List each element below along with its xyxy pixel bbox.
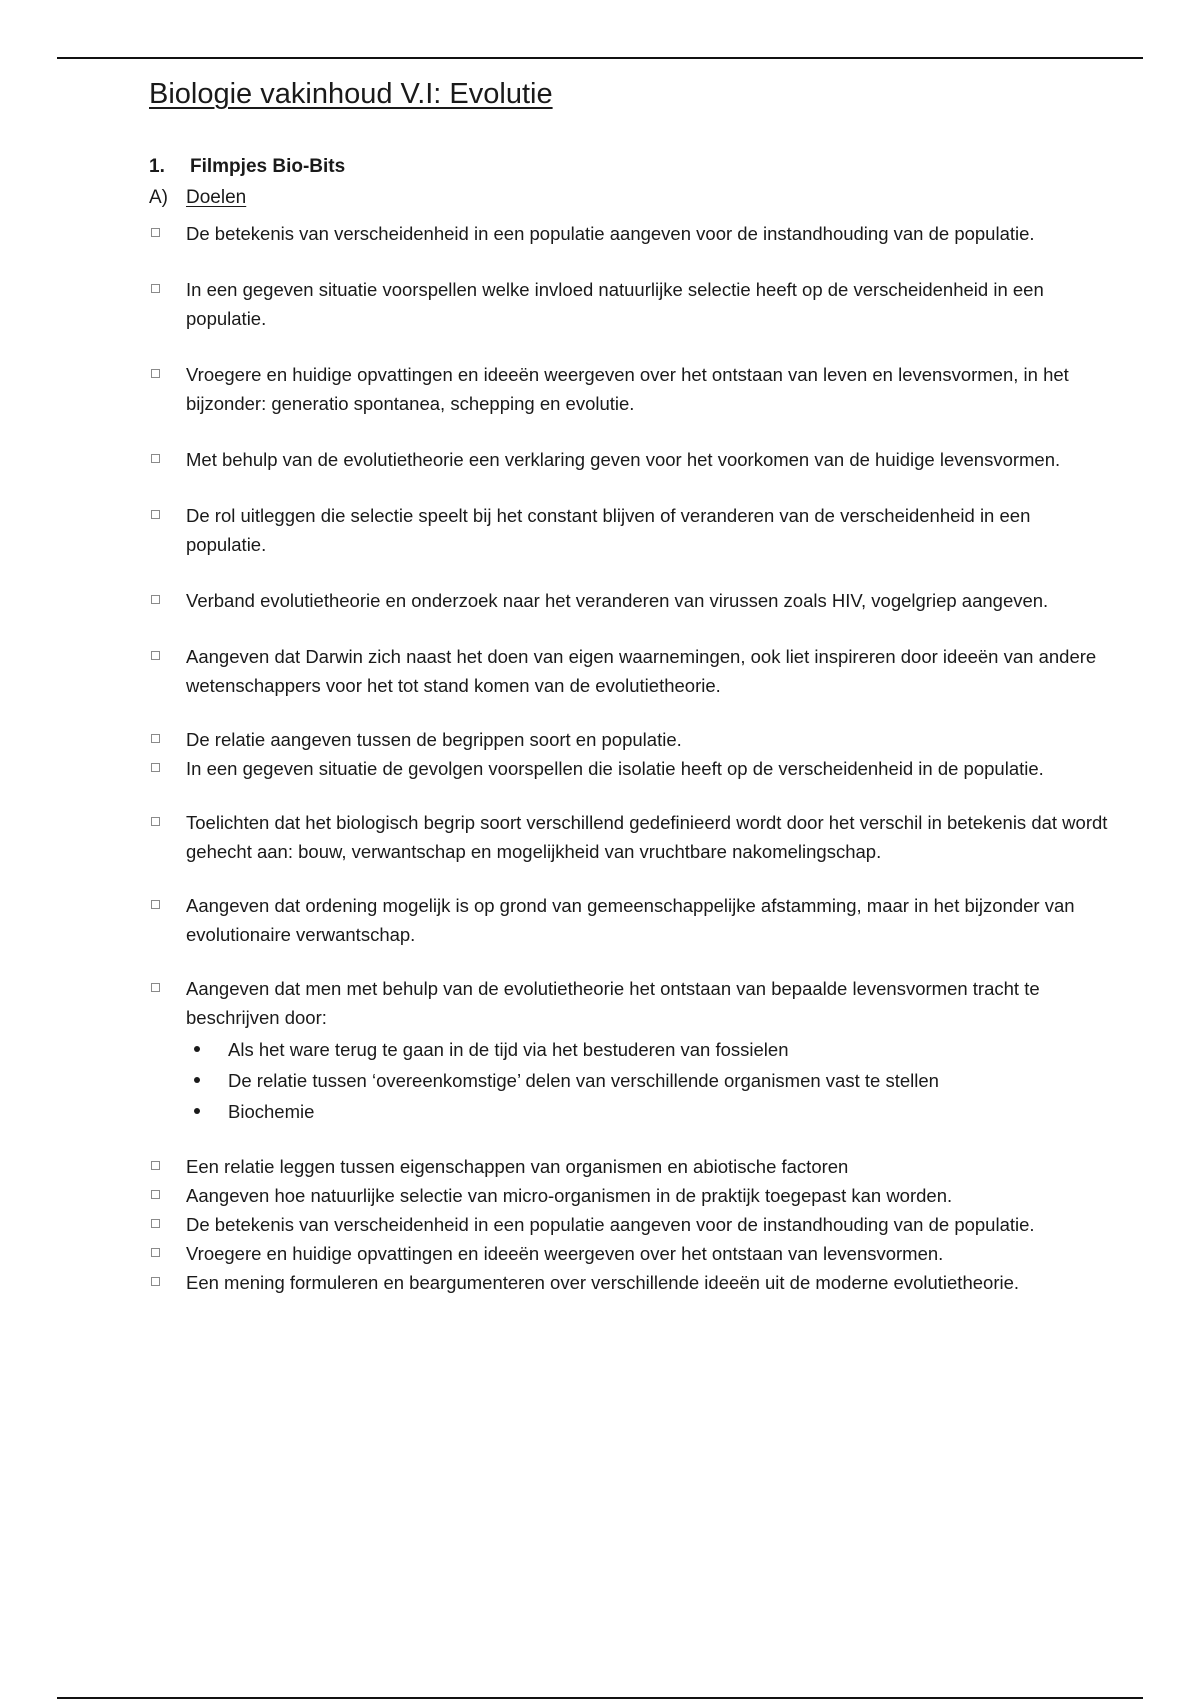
bullet-icon xyxy=(194,1108,200,1114)
checkbox-icon xyxy=(151,734,160,743)
goal-item xyxy=(149,501,1109,559)
checkbox-icon xyxy=(151,1277,160,1286)
goal-item xyxy=(149,974,1109,1127)
goal-item xyxy=(149,275,1109,333)
goal-text: Toelichten dat het biologisch begrip soort verschillend gedefinieerd wordt door het verschil in betekenis dat wordt gehecht aan: bouw, verwantschap en mogelijkheid van vruchtbare nakomelingschap. xyxy=(186,812,1108,862)
goal-text: In een gegeven situatie voorspellen welke invloed natuurlijke selectie heeft op de verscheidenheid in een populatie. xyxy=(186,279,1044,329)
goal-item xyxy=(149,891,1109,949)
checkbox-icon xyxy=(151,817,160,826)
top-rule xyxy=(57,57,1143,59)
bullet-icon xyxy=(194,1046,200,1052)
subsection-letter: A) xyxy=(149,187,168,208)
checkbox-icon xyxy=(151,510,160,519)
checkbox-icon xyxy=(151,983,160,992)
goal-text: Vroegere en huidige opvattingen en ideeën weergeven over het ontstaan van levensvormen. xyxy=(186,1243,944,1264)
checkbox-icon xyxy=(151,1248,160,1257)
goal-item xyxy=(149,219,1109,248)
goal-item xyxy=(149,754,1109,783)
checkbox-icon xyxy=(151,369,160,378)
sub-bullet-item xyxy=(186,1065,1109,1096)
sub-bullet-text: Als het ware terug te gaan in de tijd via het bestuderen van fossielen xyxy=(228,1039,789,1060)
goal-item xyxy=(149,1210,1109,1239)
goal-text: Vroegere en huidige opvattingen en ideeën weergeven over het ontstaan van leven en levensvormen, in het bijzonder: generatio spontanea, schepping en evolutie. xyxy=(186,364,1069,414)
section-number: 1. xyxy=(149,156,165,177)
goal-text: Verband evolutietheorie en onderzoek naar het veranderen van virussen zoals HIV, vogelgriep aangeven. xyxy=(186,590,1049,611)
section-title: Filmpjes Bio-Bits xyxy=(190,156,346,177)
goal-item xyxy=(149,1239,1109,1268)
goal-item xyxy=(149,1268,1109,1297)
checkbox-icon xyxy=(151,651,160,660)
subsection-title: Doelen xyxy=(186,187,247,208)
sub-bullet-item xyxy=(186,1096,1109,1127)
document-page xyxy=(149,74,1109,1297)
document-title: Biologie vakinhoud V.I: Evolutie xyxy=(149,78,553,110)
goal-text: De betekenis van verscheidenheid in een populatie aangeven voor de instandhouding van de populatie. xyxy=(186,223,1035,244)
subsection-heading xyxy=(149,185,1109,219)
goal-text: Met behulp van de evolutietheorie een verklaring geven voor het voorkomen van de huidige levensvormen. xyxy=(186,449,1061,470)
checkbox-icon xyxy=(151,228,160,237)
bullet-icon xyxy=(194,1077,200,1083)
goal-item xyxy=(149,586,1109,615)
section-heading xyxy=(149,154,1109,185)
goal-text: De betekenis van verscheidenheid in een populatie aangeven voor de instandhouding van de populatie. xyxy=(186,1214,1035,1235)
checkbox-icon xyxy=(151,454,160,463)
goal-text: De rol uitleggen die selectie speelt bij het constant blijven of veranderen van de verscheidenheid in een populatie. xyxy=(186,505,1031,555)
sub-bullet-item xyxy=(186,1034,1109,1065)
checkbox-icon xyxy=(151,763,160,772)
checkbox-icon xyxy=(151,1190,160,1199)
checkbox-icon xyxy=(151,284,160,293)
checkbox-icon xyxy=(151,1219,160,1228)
goal-item xyxy=(149,445,1109,474)
goals-list xyxy=(149,219,1109,1297)
goal-item xyxy=(149,1181,1109,1210)
goal-item xyxy=(149,725,1109,754)
checkbox-icon xyxy=(151,595,160,604)
goal-item xyxy=(149,808,1109,866)
goal-item xyxy=(149,642,1109,700)
goal-text: Aangeven dat Darwin zich naast het doen van eigen waarnemingen, ook liet inspireren door ideeën van andere wetenschappers voor het tot stand komen van de evolutietheorie. xyxy=(186,646,1097,696)
goal-item xyxy=(149,360,1109,418)
sub-bullet-text: Biochemie xyxy=(228,1101,315,1122)
goal-text: Aangeven dat ordening mogelijk is op grond van gemeenschappelijke afstamming, maar in het bijzonder van evolutionaire verwantschap. xyxy=(186,895,1075,945)
goal-text: Aangeven hoe natuurlijke selectie van micro-organismen in de praktijk toegepast kan worden. xyxy=(186,1185,953,1206)
goal-item xyxy=(149,1152,1109,1181)
checkbox-icon xyxy=(151,1161,160,1170)
goal-text: Een relatie leggen tussen eigenschappen van organismen en abiotische factoren xyxy=(186,1156,849,1177)
goal-text: De relatie aangeven tussen de begrippen soort en populatie. xyxy=(186,729,682,750)
checkbox-icon xyxy=(151,900,160,909)
sub-bullet-list xyxy=(186,1034,1109,1127)
sub-bullet-text: De relatie tussen ‘overeenkomstige’ delen van verschillende organismen vast te stellen xyxy=(228,1070,939,1091)
goal-text: In een gegeven situatie de gevolgen voorspellen die isolatie heeft op de verscheidenheid in de populatie. xyxy=(186,758,1044,779)
goal-text: Aangeven dat men met behulp van de evolutietheorie het ontstaan van bepaalde levensvormen tracht te beschrijven door: xyxy=(186,978,1040,1028)
goal-text: Een mening formuleren en beargumenteren over verschillende ideeën uit de moderne evolutietheorie. xyxy=(186,1272,1020,1293)
bottom-rule xyxy=(57,1697,1143,1699)
